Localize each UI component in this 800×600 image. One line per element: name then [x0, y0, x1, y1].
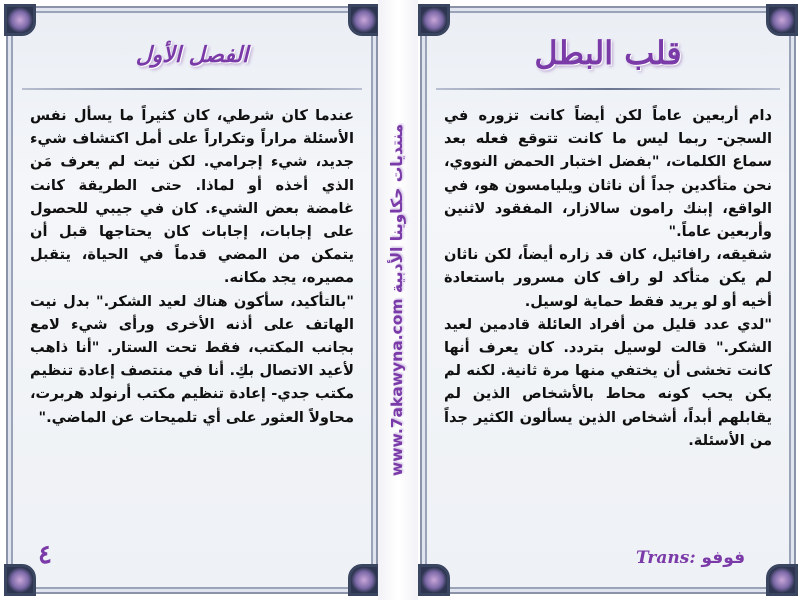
- divider-line: [22, 88, 362, 90]
- corner-ornament: [348, 4, 380, 36]
- paragraph: "لدي عدد قليل من أفراد العائلة قادمين لعيد الشكر." قالت لوسيل بتردد. كان يعرف أنها كانت تخشى أن يختفي منها مرة ثانية. لكنه لم يكن يحب كونه محاط بالأشخاص الذين لم يقابلهم أبداً، أشخاص الذين يسألون الكثير جداً من الأسئلة.: [444, 315, 772, 449]
- paragraph: "بالتأكيد، سأكون هناك لعيد الشكر." بدل نيت الهاتف على أذنه الأخرى ورأى شيء لامع بجانب المكتب، فقط تحت الستار. "أنا ذاهب لأعيد الاتصال بكِ. أنا في منتصف إعادة تنظيم مكتب جدي- إعادة تنظيم مكتب أرنولد هربرت، محاولاً العثور على أي تلميحات عن الماضي.": [30, 292, 354, 426]
- corner-ornament: [766, 564, 798, 596]
- corner-ornament: [418, 564, 450, 596]
- corner-ornament: [348, 564, 380, 596]
- spine: [378, 0, 418, 600]
- translator-credit: [636, 548, 745, 568]
- left-page: [6, 6, 378, 594]
- divider-line: [436, 88, 780, 90]
- paragraph: دام أربعين عاماً لكن أيضاً كانت تزوره في السجن- ربما ليس ما كانت تتوقع فعله بعد سماع الكلمات، "بفضل اختبار الحمض النووي، نحن متأكدين جداً أن ناثان ويليامسون هو، في الواقع، إبنك رامون سالازار، المفقود لاثنين وأربعين عاماً.": [444, 107, 772, 241]
- chapter-title: الفصل الأول: [135, 42, 249, 68]
- paragraph: شقيقه، رافائيل، كان قد زاره أيضاً، لكن ناثان لم يكن متأكد لو راف كان مسرور باستعادة أخيه أو لو يريد فقط حماية لوسيل.: [444, 246, 772, 310]
- translator-label: Trans:: [636, 548, 696, 568]
- corner-ornament: [4, 564, 36, 596]
- corner-ornament: [766, 4, 798, 36]
- corner-ornament: [4, 4, 36, 36]
- translator-name: فوفو: [701, 548, 746, 568]
- forum-url-watermark: www.7akawyna.com منتديات حكاوينا الأدبية: [388, 123, 406, 477]
- right-page: [420, 6, 796, 594]
- paragraph: عندما كان شرطي، كان كثيراً ما يسأل نفس الأسئلة مراراً وتكراراً على أمل اكتشاف شيء جديد، شيء إجرامي. لكن نيت لم يعرف مَن الذي أخذه أو لماذا. حتى الطريقة كانت غامضة بعض الشيء. كان في جيبي للحصول على إجابات، إجابات كان يحتاجها قبل أن يتمكن من المضي قدماً في الحياة، يتقبل مصيره، يجد مكانه.: [30, 107, 354, 287]
- corner-ornament: [418, 4, 450, 36]
- left-body-text: [30, 104, 354, 429]
- book-title: قلب البطل: [534, 34, 682, 72]
- right-body-text: [444, 104, 772, 452]
- page-number: ٤: [38, 540, 52, 570]
